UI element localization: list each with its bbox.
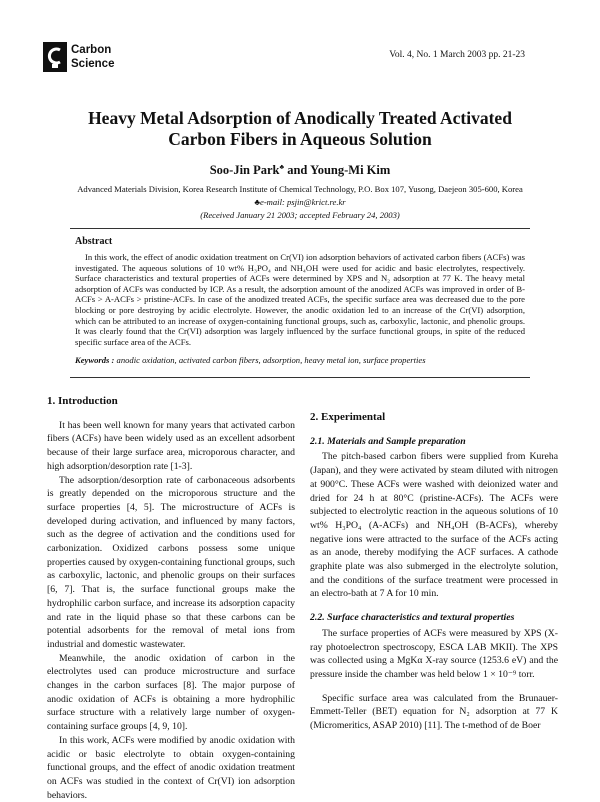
title-line-1: Heavy Metal Adsorption of Anodically Treated Activated xyxy=(88,108,512,128)
subsection-2-2-heading: 2.2. Surface characteristics and textural properties xyxy=(310,612,515,624)
email: ♣e-mail: psjin@krict.re.kr xyxy=(254,197,346,207)
abstract-top-rule xyxy=(70,228,530,229)
section-1-heading: 1. Introduction xyxy=(47,395,118,407)
paragraph: The pitch-based carbon fibers were supplied from Kureha (Japan), and they were activated by steam diluted with nitrogen at 900°C. These ACFs were washed with deionized water and dried for 24 h at 80°C (pristine-ACFs). The ACFs were subjected to electrolytic reaction in the aqueous solutions of 10 wt% H₃PO₄ (A-ACFs) and NH₄OH (B-ACFs), whereby negative ions were attracted to the surface of the ACFs acting as an anode, thereby modifying the ACF surfaces. A cathode graphite plate was also submerged in the electrolyte solution, and the conditions of the surface treatment were processed in an electro-bath at 7 A for 10 min. xyxy=(310,451,558,600)
author-2: Young-Mi Kim xyxy=(310,163,391,178)
abstract-heading: Abstract xyxy=(75,236,113,247)
left-column xyxy=(47,395,295,802)
logo-text-science: Science xyxy=(71,58,115,70)
paragraph: Meanwhile, the anodic oxidation of carbon in the electrolytes used can produce microstructure and surface changes in the carbon surfaces [8]. The major purpose of anodic oxidation of ACFs is obtaining a more hydrophilic surface structure with a relatively large number of oxygen-containing surface groups [4, 9, 10]. xyxy=(47,652,295,733)
right-column xyxy=(310,395,558,733)
paragraph: The surface properties of ACFs were measured by XPS (X-ray photoelectron spectroscopy, ESCA LAB MKII). The XPS was collected using a MgKα X-ray source (1253.6 eV) and the pressure inside the chamber was held below 1 × 10⁻⁹ torr. xyxy=(310,627,558,680)
paragraph: It has been well known for many years that activated carbon fibers (ACFs) have been widely used as an excellent adsorbent because of their large surface area, microporous character, and high adsorption/desorption rate [1-3]. xyxy=(47,419,295,472)
paragraph: In this work, ACFs were modified by anodic oxidation with acidic or basic electrolyte to obtain oxygen-containing functional groups, and the effect of anodic oxidation treatment on ACFs was studied in the context of Cr(VI) ion adsorption behaviors. xyxy=(47,734,295,801)
carbon-science-logo-icon xyxy=(43,42,67,72)
keywords-list: anodic oxidation, activated carbon fibers, adsorption, heavy metal ion, surface properties xyxy=(114,355,426,365)
journal-logo xyxy=(43,42,133,76)
keywords-label: Keywords : xyxy=(75,355,115,365)
paragraph: The adsorption/desorption rate of carbonaceous adsorbents is greatly depended on the microporous structure and the surface properties [4, 5]. The microstructure of ACFs is developed during activation, and influenced by many factors, such as the degree of activation and the conditions used for carbonization. Oxidized carbons possess some unique properties caused by oxygen-containing functional groups, such as carboxylic, lactonic, and phenolic groups on their surfaces [6, 7]. That is, the surface functional groups make the hydrophilic carbon surface, and increase its adsorption capacity and rate in the liquid phase so that these carbons can be potential adsorbents for the removal of metal ions from industrial and domestic wastewater. xyxy=(47,474,295,650)
abstract-text: In this work, the effect of anodic oxidation treatment on Cr(VI) ion adsorption behaviors of activated carbon fibers (ACFs) was investigated. The aqueous solutions of 10 wt% H₃PO₄ and NH₄OH were used for acidic and basic electrolytes, respectively. Surface characteristics and textural properties of ACFs were determined by XPS and N₂ adsorption at 77 K. The heavy metal adsorption of ACFs was conducted by ICP. As a result, the adsorption amount of the anodized ACFs was improved in order of B-ACFs > A-ACFs > pristine-ACFs. In case of the anodized treated ACFs, the specific surface area was decreased due to the pore blocking or pore destroying by acidic electrolyte. However, the anodic oxidation led to an increase of the Cr(VI) adsorption, which can be attributed to an increase of oxygen-containing functional groups, such as, carboxylic, lactonic, and phenolic groups. It was clearly found that the Cr(VI) adsorption was largely influenced by the surface functional groups, in spite of the reduced specific surface area of the ACFs. xyxy=(75,252,525,347)
logo-text-carbon: Carbon xyxy=(71,44,112,56)
corresponding-mark: ♣ xyxy=(279,163,285,171)
author-separator: and xyxy=(284,163,311,178)
title-line-2: Carbon Fibers in Aqueous Solution xyxy=(168,129,432,149)
paragraph: Specific surface area was calculated from the Brunauer-Emmett-Teller (BET) equation for N₂ adsorption at 77 K (Micromeritics, ASAP 2010) [11]. The t-method of de Boer xyxy=(310,692,558,732)
keywords xyxy=(75,355,525,365)
authors xyxy=(0,163,600,178)
received-dates: (Received January 21 2003; accepted February 24, 2003) xyxy=(200,210,400,220)
article-title xyxy=(60,108,540,150)
author-1: Soo-Jin Park xyxy=(209,163,280,178)
affiliation: Advanced Materials Division, Korea Research Institute of Chemical Technology, P.O. Box 107, Yusong, Daejeon 305-600, Korea xyxy=(77,184,523,194)
abstract-bottom-rule xyxy=(70,377,530,378)
issue-info: Vol. 4, No. 1 March 2003 pp. 21-23 xyxy=(389,50,525,60)
section-2-heading: 2. Experimental xyxy=(310,411,386,423)
subsection-2-1-heading: 2.1. Materials and Sample preparation xyxy=(310,435,466,447)
